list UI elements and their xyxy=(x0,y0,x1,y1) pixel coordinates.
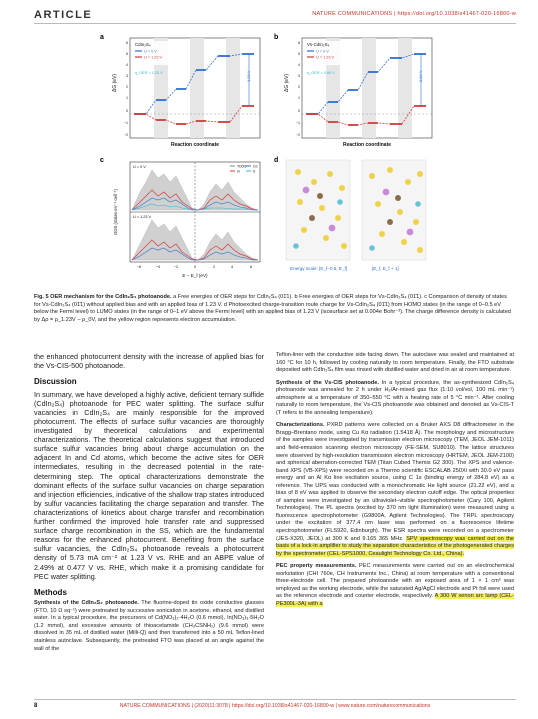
figure-5 xyxy=(100,32,436,288)
svg-text:0: 0 xyxy=(298,109,300,113)
methods-heading: Methods xyxy=(34,587,67,597)
panel-b xyxy=(274,34,432,148)
structure-left xyxy=(286,160,350,260)
svg-text:Cd: Cd xyxy=(253,164,258,169)
structure-right xyxy=(362,160,426,260)
right-paragraph-2 xyxy=(276,380,514,418)
panel-a-legend-title: CdIn₂S₄ xyxy=(135,42,151,47)
svg-text:3: 3 xyxy=(298,74,300,78)
discussion-heading: Discussion xyxy=(34,377,77,387)
panel-a-bar-label: 1.23 V xyxy=(246,70,251,82)
panel-b-ylabel: ΔG (eV) xyxy=(284,73,290,92)
pec-text: PEC measurements were carried out on an electrochemical workstation (CHI 760e, CH Instruments Inc., China) at room temperature with a conventional three-electrode cell. The prepared photoanode with an exposed area of 1 × 1 cm² was employed as the working electrode, while the saturated Ag/AgCl electrode and Pt foil were used as the reference electrode and counter electrode, respectively. xyxy=(276,563,514,600)
svg-text:6: 6 xyxy=(249,265,253,269)
section-label: ARTICLE xyxy=(34,9,93,21)
header-rule xyxy=(34,23,516,24)
svg-text:1: 1 xyxy=(298,96,300,100)
panel-d xyxy=(274,157,426,271)
caption-body: a Free energies of OER steps for CdIn₂S₄ (01̄1). b Free energies of OER steps for Vs-CdIn₂S₄ (01̄1). c Comparison of density of states for Vs-CdIn₂S₄ (01̄1) without applied bias and with an applied bias of 1.23 V. d Photoexcited charge-transition route charge for Vs-CdIn₂S₄ (01̄1) from HOMO states (in the range of 0–0.5 eV below the Fermi level) to LUMO states (in the range of 0–1 eV above the Fermi level) with an applied bias of 1.23 V (isosurface set at 0.004e Bohr⁻³). The charge difference density is calculated by Δρ = ρ_1.23V − ρ_0V, and the yellow region represents electron accumulation. xyxy=(34,294,511,323)
panel-d-label: d xyxy=(274,157,279,164)
svg-text:−6: −6 xyxy=(136,265,142,269)
panel-a-legend-0: U = 0 V xyxy=(144,49,157,54)
svg-text:In: In xyxy=(237,169,240,174)
panel-b-label: b xyxy=(274,34,279,41)
svg-text:−1: −1 xyxy=(295,121,300,125)
page-number: 8 xyxy=(34,703,38,709)
svg-text:−2: −2 xyxy=(173,265,179,269)
svg-text:0: 0 xyxy=(193,265,197,269)
panel-c-xlabel: E − E_f (eV) xyxy=(182,273,208,278)
figure-caption xyxy=(34,294,514,324)
panel-d-energy-label-right: [E_f, E_f + 1] xyxy=(372,266,399,271)
svg-text:S: S xyxy=(253,169,256,174)
panel-a xyxy=(100,34,260,148)
vs-cis-run-title: Synthesis of the Vs-CIS photoanode. xyxy=(276,379,379,386)
methods-run-title: Synthesis of the CdIn₂S₄ photoanode. xyxy=(34,600,139,607)
spv-highlight: SPV spectroscopy was carried out on the basis of a lock-in amplifier to study the separation characteristics of the photogenerated charges by the spectrometer (CEL-SPS1000, Ceaulight Technology Co. Ltd., China). xyxy=(276,535,514,557)
panel-d-energy-label: Energy scale: [E_f−0.5, E_f] xyxy=(290,266,348,271)
svg-text:2: 2 xyxy=(298,85,300,89)
vs-cis-text: In a typical procedure, the as-synthesized CdIn₂S₄ photoanode was annealed for 2 h under H₂/Ar-mixed gas flux (1:10 vol/vol, 100 mL min⁻¹) atmosphere at a temperature of 350–550 °C with a heating rate of 5 °C min⁻¹. After cooling naturally to room temperature, the Vs-CIS photoanode was obtained and denoted as Vs-CIS-T (T refers to the annealing temperature). xyxy=(276,379,514,416)
svg-text:−4: −4 xyxy=(155,265,161,269)
svg-text:5: 5 xyxy=(126,52,128,56)
left-column xyxy=(34,352,264,658)
lead-paragraph: the enhanced photocurrent density with the increase of applied bias for the Vs-CIS-500 photoanode. xyxy=(34,352,264,371)
panel-c-ylabel: DOS (states·eV⁻¹·cell⁻¹) xyxy=(113,189,118,235)
methods-paragraph xyxy=(34,600,264,653)
svg-text:3: 3 xyxy=(126,74,128,78)
svg-text:−1: −1 xyxy=(123,121,128,125)
svg-text:5: 5 xyxy=(298,52,300,56)
svg-text:6: 6 xyxy=(298,41,300,45)
lamp-highlight: A 300 W xenon arc lamp (CEL-PE300L-3A) with a xyxy=(276,593,515,607)
panel-c-label: c xyxy=(100,157,104,164)
svg-text:6: 6 xyxy=(126,41,128,45)
pec-run-title: PEC property measurements. xyxy=(276,563,357,570)
characterizations-text: PXRD patterns were collected on a Bruker AXS D8 diffractometer in the Bragg–Brentano mode, using Cu Kα radiation (1.5418 Å). The morphology and microstructure of the samples were investigated by transmission electron microscopy (TEM, JEOL JEM-1011) and field-emission scanning electron microscopy (FE-SEM, SU8010). The lattice structures were observed by high-resolution transmission electron microscopy (HRTEM, JEOL JEM-2100) and spherical aberration-corrected TEM (Titan Cubed Themis G2 300). The XPS and valence-band XPS (VB-XPS) were recorded on a Thermo scientific ESCALAB 250Xi with 30.0 eV pass energy and an Al Kα line excitation source, using C 1s (binding energy of 284.8 eV) as a reference. The UPS was conducted with a monochromatic He light source (21.22 eV), and a bias of 8 eV was applied to observe the secondary electron cutoff edge. The optical properties of samples were investigated by an ultraviolet–visible spectrophotometer (Cary 100, Agilent Technologies). The PL spectra (excited by 370 nm light illumination) were measured using a fluorescence spectrophotometer (G9800A, Agilent Technologies). The TRPL spectroscopy under the excitation of 377.4 nm laser was performed on a fluorescence lifetime spectrophotometer (FLS920, Edinburgh). The ESR spectra were recorded on a spectrometer (JES-X320, JEOL) at 300 K and 9.165 365 MHz. xyxy=(276,422,514,542)
svg-text:4: 4 xyxy=(298,63,300,67)
panel-c-bottom-tag: U = 1.23 V xyxy=(133,215,152,219)
right-paragraph-4 xyxy=(276,563,514,608)
svg-text:1: 1 xyxy=(126,96,128,100)
panel-b-bar-label: 0.84 V xyxy=(418,70,423,82)
footer-rule xyxy=(34,699,516,700)
panel-c-top-tag: U = 0 V xyxy=(133,165,146,169)
caption-title: Fig. 5 OER mechanism for the CdIn₂S₄ photoanode. xyxy=(34,294,172,300)
svg-text:−2: −2 xyxy=(123,133,128,137)
panel-a-label: a xyxy=(100,34,104,41)
characterizations-run-title: Characterizations. xyxy=(276,422,325,429)
panel-a-legend-1: U = 1.23 V xyxy=(144,55,163,60)
panel-a-eta: η_OER = 1.23 V xyxy=(135,71,163,75)
right-paragraph-1: Teflon-liner with the conductive side facing down. The autoclave was sealed and maintained at 160 °C for 10 h, followed by cooling naturally to room temperature. Finally, the FTO substrate deposited with CdIn₂S₄ film was rinsed with distilled water and dried in air at room temperature. xyxy=(276,352,514,374)
right-column xyxy=(276,352,514,614)
panel-c xyxy=(100,157,260,278)
panel-b-legend-1: U = 1.23 V xyxy=(316,55,335,60)
panel-a-xlabel: Reaction coordinate xyxy=(170,142,220,148)
svg-text:TDOS: TDOS xyxy=(237,164,247,169)
svg-text:0: 0 xyxy=(126,109,128,113)
panel-b-eta: η_OER = 0.84 V xyxy=(307,71,335,75)
journal-line[interactable]: NATURE COMMUNICATIONS | https://doi.org/10.1038/s41467-020-16800-w xyxy=(312,11,516,17)
svg-text:2: 2 xyxy=(126,85,128,89)
right-paragraph-3 xyxy=(276,422,514,558)
methods-text: The fluorine-doped tin oxide conductive glasses (FTO, 10 Ω sq⁻¹) were pretreated by successive sonication in acetone, ethanol, and distilled water. In a typical procedure, the precursors of Cd(NO₃)₂·4H₂O (0.6 mmol), In(NO₃)₃·5H₂O (1.2 mmol), and excessive amounts of thioacetamide (CH₃CSNH₂) (9.6 mmol) were dissolved in 35 mL of distilled water (Milli-Q) and then transferred into a 50 mL Teflon-lined stainless autoclave. Subsequently, the pretreated FTO was placed at an angle against the wall of the xyxy=(34,600,264,652)
panel-a-ylabel: ΔG (eV) xyxy=(112,73,118,92)
panel-b-legend-0: U = 0 V xyxy=(316,49,329,54)
svg-text:2: 2 xyxy=(212,265,216,269)
svg-text:−2: −2 xyxy=(295,133,300,137)
svg-text:4: 4 xyxy=(230,265,234,269)
discussion-paragraph: In summary, we have developed a highly active, deficient ternary sulfide (CdIn₂S₄) photoanode for PEC water splitting. The surface sulfur vacancies in CdIn₂S₄ are mainly responsible for the improved photocurrent. The effects of surface sulfur vacancies are thoroughly investigated by theoretical calculations and experimental characterizations. The theoretical calculations suggest that introduced surface sulfur vacancies bring about charge accumulation on the adjacent In and Cd atoms, which become the active sites for OER intermediates, resulting in the decreased potential in the rate-determining step. The optical characterizations demonstrate the dominant effects of the surface sulfur vacancies on charge separation and injection efficiencies, indicative of the shallow trap states introduced by sulfur vacancies facilitating the charge separation and transfer. The characterizations of kinetics about charge transfer and recombination further confirmed the improved hole transfer rate and suppressed surface charge recombination in the SS, which are the fundamental reasons for the enhanced photocurrent. Benefiting from the surface sulfur vacancies, the CdIn₂S₄ photoanode reveals a photocurrent density of 5.73 mA cm⁻² at 1.23 V vs. RHE and an ABPE value of 2.49% at 0.477 V vs. RHE, which make it a promising candidate for PEC water splitting. xyxy=(34,389,264,581)
svg-text:4: 4 xyxy=(126,63,128,67)
panel-b-legend-title: Vs-CdIn₂S₄ xyxy=(307,42,330,47)
footer-citation[interactable]: NATURE COMMUNICATIONS | (2020)11:3078 | https://doi.org/10.1038/s41467-020-16800-w | www.nature.com/naturecommunications xyxy=(119,703,431,709)
panel-b-xlabel: Reaction coordinate xyxy=(342,142,392,148)
